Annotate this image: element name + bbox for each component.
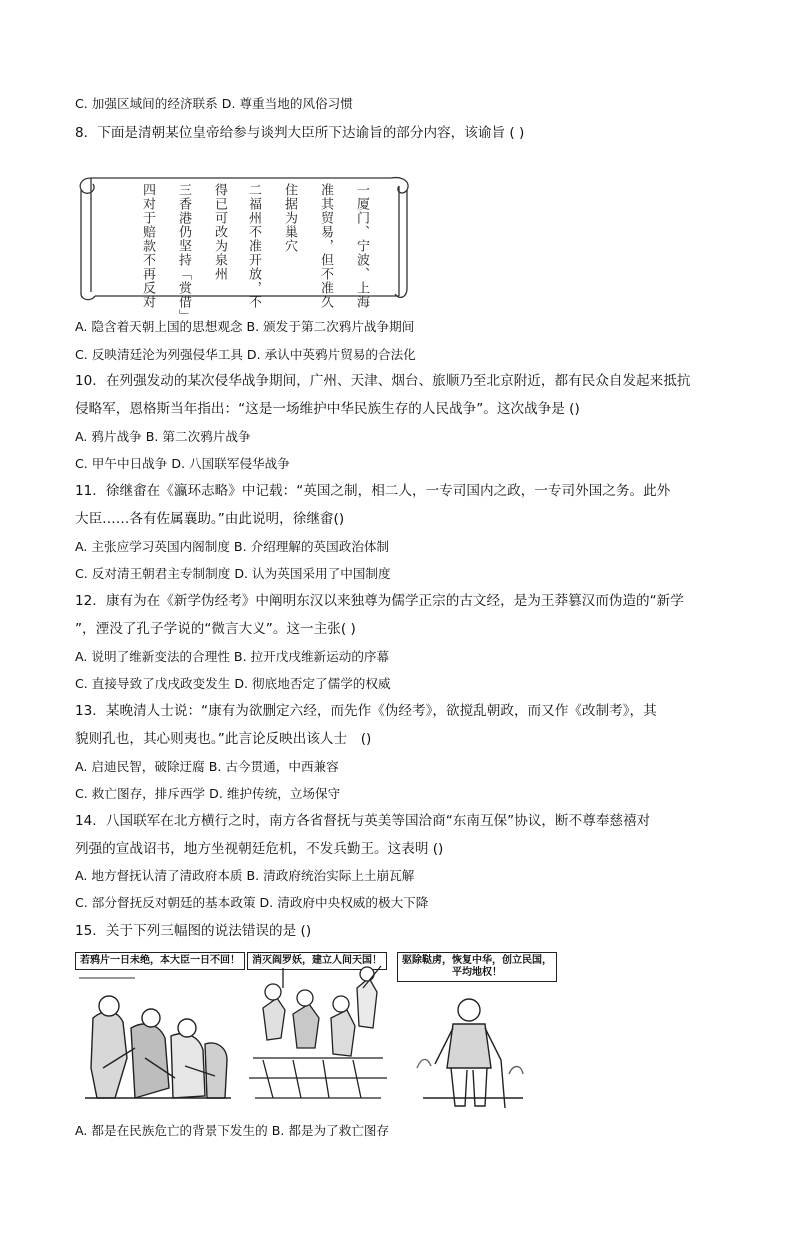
scroll-col-6: 三香港仍坚持「赏借」 bbox=[176, 183, 191, 323]
scroll-col-1: 一厦门、宁波、上海 bbox=[354, 183, 369, 309]
cartoon-sun-yatsen bbox=[393, 948, 552, 1113]
question-12-line1: 12．康有为在《新学伪经考》中阐明东汉以来独尊为儒学正宗的古文经，是为王莽篡汉而伪造的“新学 bbox=[75, 593, 684, 609]
cartoon-3-drawing bbox=[393, 948, 545, 1113]
speech-bubble-3-line2: 平均地权！ bbox=[452, 967, 502, 978]
cartoon-2-drawing bbox=[243, 948, 393, 1113]
cartoon-figures bbox=[75, 948, 552, 1120]
question-10-line2: 侵略军，恩格斯当年指出：“这是一场维护中华民族生存的人民战争”。这次战争是 () bbox=[75, 401, 580, 417]
scroll-col-2: 准其贸易，但不准久 bbox=[318, 183, 333, 309]
scroll-col-5: 得已可改为泉州 bbox=[212, 183, 227, 281]
question-14-line2: 列强的宣战诏书，地方坐视朝廷危机，不发兵勤王。这表明 () bbox=[75, 841, 444, 857]
options-q15-ab: A. 都是在民族危亡的背景下发生的 B. 都是为了救亡图存 bbox=[75, 1123, 390, 1138]
edict-scroll-figure bbox=[73, 168, 418, 323]
question-13-line2: 貌则孔也，其心则夷也。”此言论反映出该人士 () bbox=[75, 731, 372, 747]
question-8: 8．下面是清朝某位皇帝给参与谈判大臣所下达谕旨的部分内容，该谕旨 ( ) bbox=[75, 125, 525, 141]
question-11-line1: 11．徐继畬在《瀛环志略》中记载：“英国之制，相二人，一专司国内之政，一专司外国之务。此外 bbox=[75, 483, 671, 499]
options-q13-ab: A. 启迪民智，破除迂腐 B. 古今贯通，中西兼容 bbox=[75, 759, 339, 774]
speech-bubble-1: 若鸦片一日未绝，本大臣一日不回！ bbox=[75, 952, 245, 970]
options-q13-cd: C. 救亡图存，排斥西学 D. 维护传统，立场保守 bbox=[75, 786, 341, 801]
cartoon-taiping bbox=[243, 948, 393, 1113]
question-14-line1: 14．八国联军在北方横行之时，南方各省督抚与英美等国洽商“东南互保”协议，断不尊奉慈禧对 bbox=[75, 813, 651, 829]
options-q12-cd: C. 直接导致了戊戌政变发生 D. 彻底地否定了儒学的权威 bbox=[75, 676, 391, 691]
options-q11-ab: A. 主张应学习英国内阁制度 B. 介绍理解的英国政治体制 bbox=[75, 539, 390, 554]
options-q8-cd: C. 反映清廷沦为列强侵华工具 D. 承认中英鸦片贸易的合法化 bbox=[75, 347, 416, 362]
options-q10-ab: A. 鸦片战争 B. 第二次鸦片战争 bbox=[75, 429, 251, 444]
scroll-col-7: 四对于赔款不再反对 bbox=[140, 183, 155, 309]
options-q10-cd: C. 甲午中日战争 D. 八国联军侵华战争 bbox=[75, 456, 290, 471]
speech-bubble-2: 消灭阎罗妖，建立人间天国！ bbox=[247, 952, 387, 970]
options-q14-ab: A. 地方督抚认清了清政府本质 B. 清政府统治实际上土崩瓦解 bbox=[75, 868, 415, 883]
options-q14-cd: C. 部分督抚反对朝廷的基本政策 D. 清政府中央权威的极大下降 bbox=[75, 895, 429, 910]
options-q7-cd: C. 加强区域间的经济联系 D. 尊重当地的风俗习惯 bbox=[75, 96, 353, 111]
question-11-line2: 大臣……各有佐属襄助。”由此说明，徐继畬() bbox=[75, 511, 345, 527]
question-12-line2: ”，湮没了孔子学说的“微言大义”。这一主张( ) bbox=[75, 621, 356, 637]
options-q11-cd: C. 反对清王朝君主专制制度 D. 认为英国采用了中国制度 bbox=[75, 566, 391, 581]
speech-bubble-3-line1: 驱除鞑虏，恢复中华，创立民国， bbox=[402, 955, 552, 966]
scroll-col-3: 住据为巢穴 bbox=[282, 183, 297, 253]
scroll-col-4: 二福州不准开放，不 bbox=[246, 183, 261, 309]
options-q8-ab: A. 隐含着天朝上国的思想观念 B. 颁发于第二次鸦片战争期间 bbox=[75, 319, 415, 334]
question-15: 15．关于下列三幅图的说法错误的是 () bbox=[75, 923, 312, 939]
question-10-line1: 10．在列强发动的某次侵华战争期间，广州、天津、烟台、旅顺乃至北京附近，都有民众自发起来抵抗 bbox=[75, 373, 691, 389]
options-q12-ab: A. 说明了维新变法的合理性 B. 拉开戊戌维新运动的序幕 bbox=[75, 649, 390, 664]
cartoon-1-drawing bbox=[75, 948, 235, 1113]
cartoon-opium-ban bbox=[75, 948, 240, 1113]
question-13-line1: 13．某晚清人士说：“康有为欲删定六经，而先作《伪经考》，欲搅乱朝政，而又作《改制考》，其 bbox=[75, 703, 657, 719]
